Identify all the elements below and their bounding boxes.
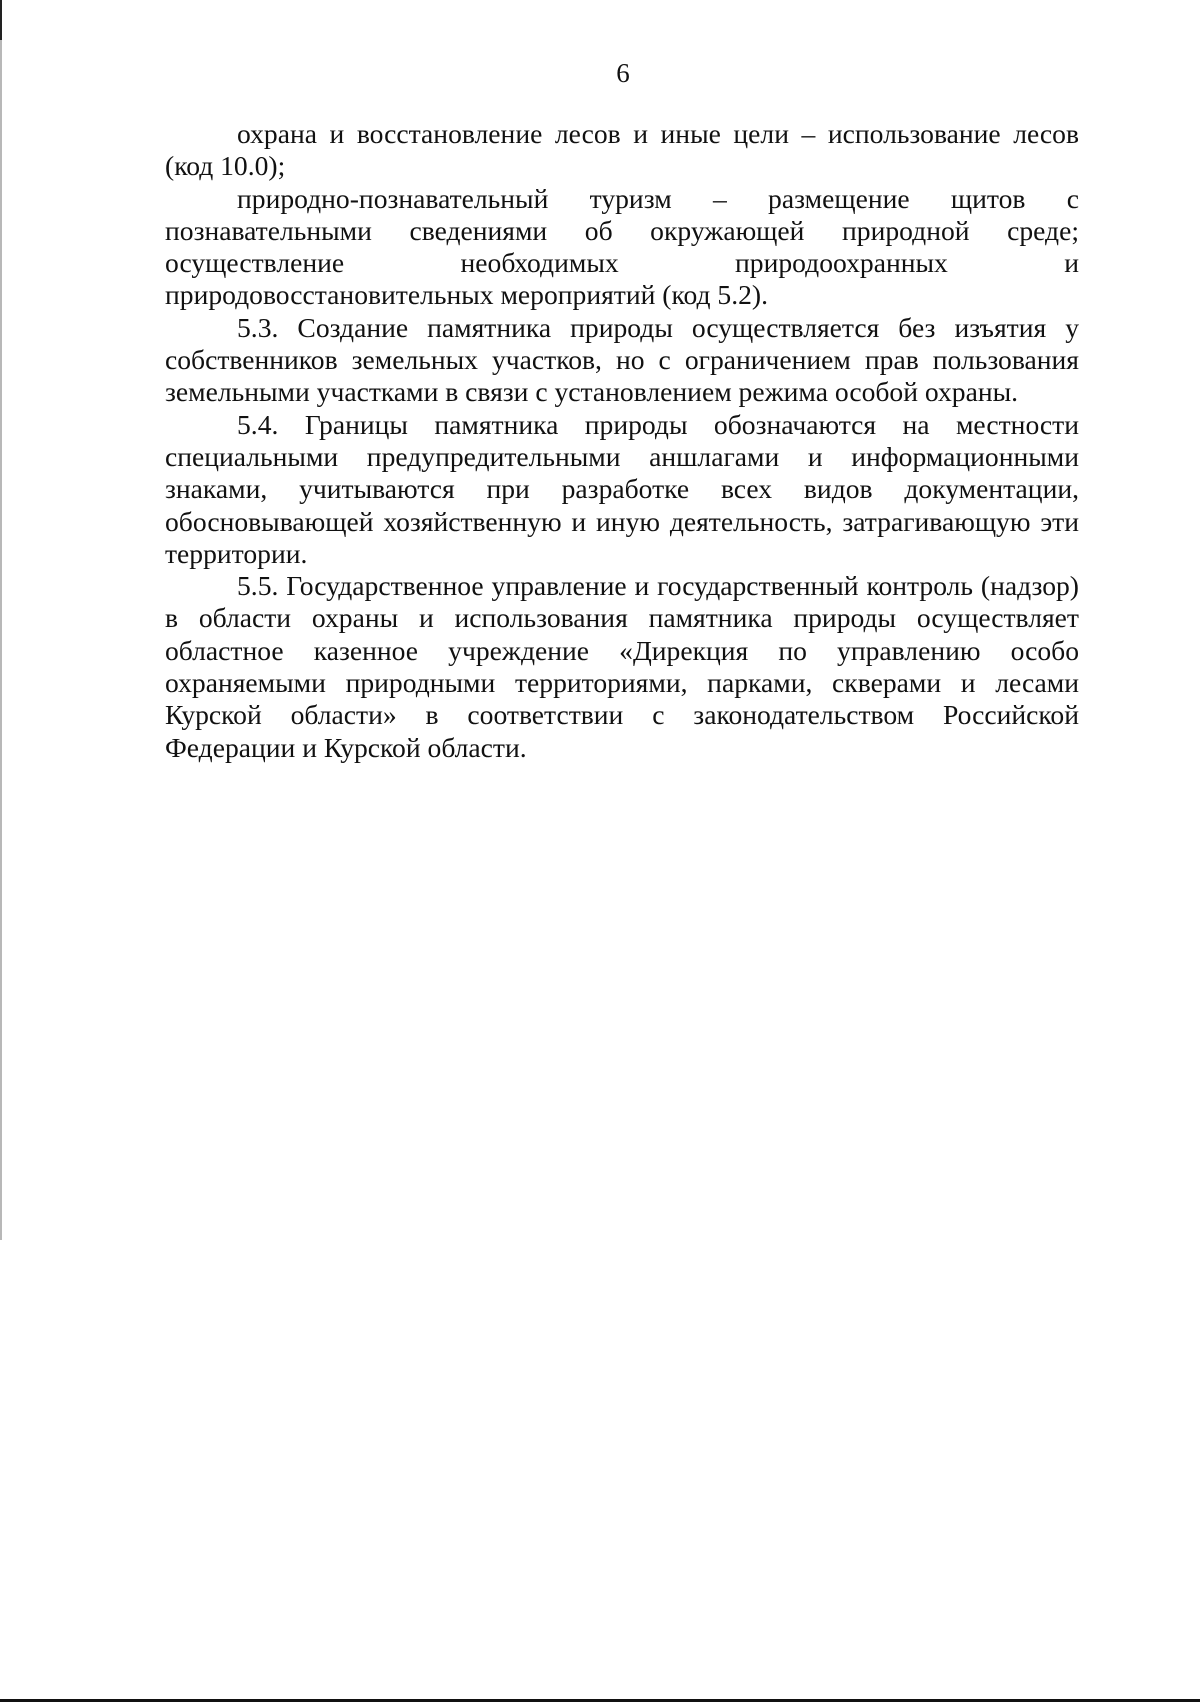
paragraph-forest-use: охрана и восстановление лесов и иные цели – использование лесов (код 10.0); [165,118,1079,182]
scan-edge-left-mark [0,0,2,40]
paragraph-clause-5-3: 5.3. Создание памятника природы осуществляется без изъятия у собственников земельных участков, но с ограничением прав пользования земельными участками в связи с установлением режима особой охраны. [165,311,1079,408]
scan-edge-left [0,0,2,1240]
document-body [165,118,1079,764]
page-number: 6 [616,58,630,88]
paragraph-nature-tourism: природно-познавательный туризм – размещение щитов с познавательными сведениями об окружающей природной среде; осуществление необходимых природоохранных и природовосстановительных мероприятий (код 5.2). [165,182,1079,311]
paragraph-clause-5-5: 5.5. Государственное управление и государственный контроль (надзор) в области охраны и использования памятника природы осуществляет областное казенное учреждение «Дирекция по управлению особо охраняемыми природными территориями, парками, скверами и лесами Курской области» в соответствии с законодательством Российской Федерации и Курской области. [165,570,1079,763]
paragraph-clause-5-4: 5.4. Границы памятника природы обозначаются на местности специальными предупредительными аншлагами и информационными знаками, учитываются при разработке всех видов документации, обосновывающей хозяйственную и иную деятельность, затрагивающую эти территории. [165,408,1079,569]
